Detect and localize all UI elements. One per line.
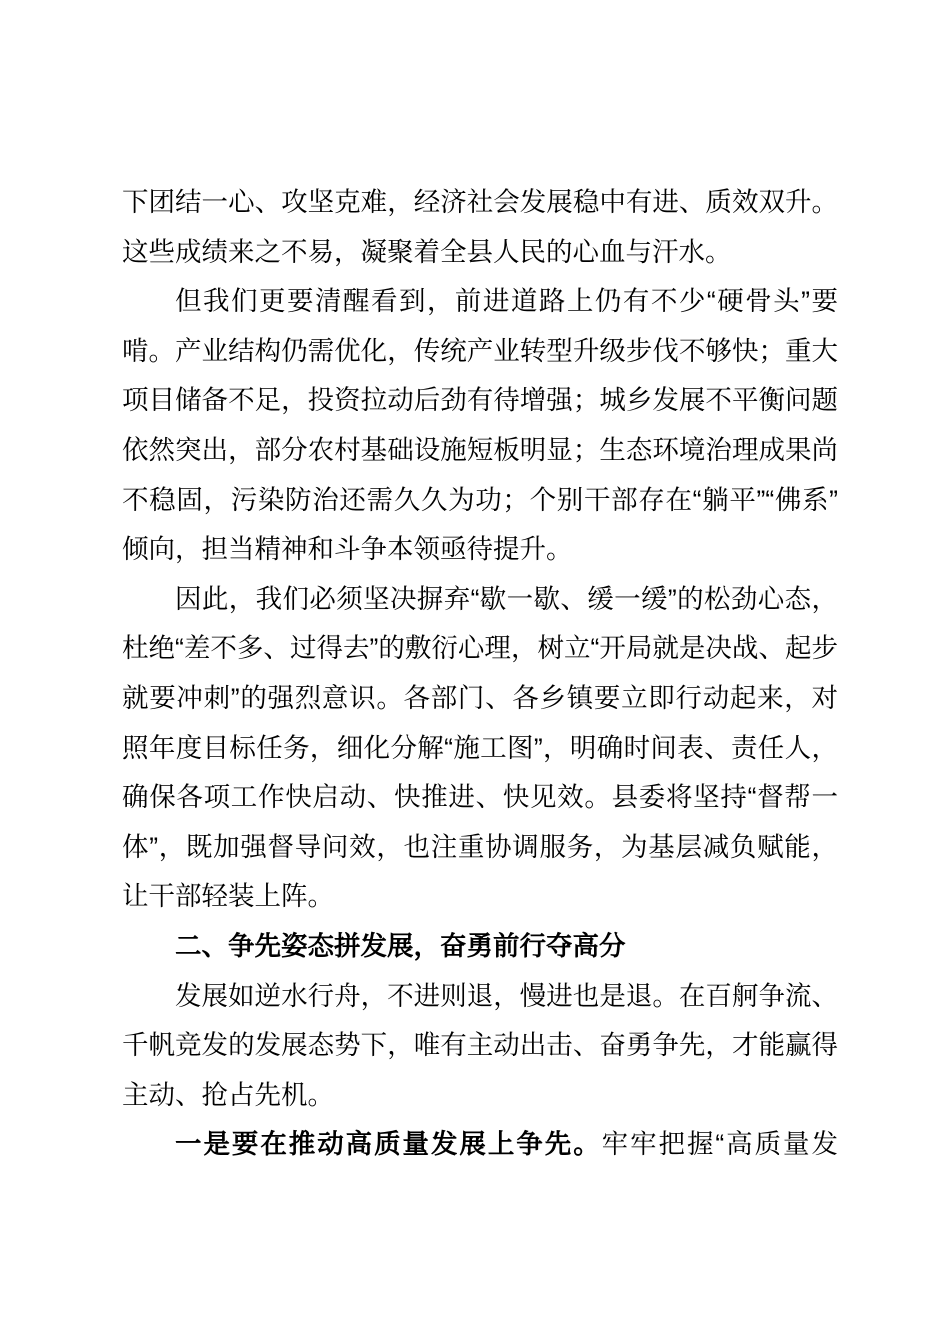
paragraph-work-requirements: 因此，我们必须坚决摒弃“歇一歇、缓一缓”的松劲心态，杜绝“差不多、过得去”的敷衍心理，树立“开局就是决战、起步就要冲刺”的强烈意识。各部门、各乡镇要立即行动起来，对照年度目标任务，细化分解“施工图”，明确时间表、责任人，确保各项工作快启动、快推进、快见效。县委将坚持“督帮一体”，既加强督导问效，也注重协调服务，为基层减负赋能，让干部轻装上阵。 [122,583,838,912]
paragraph-development-momentum: 发展如逆水行舟，不进则退，慢进也是退。在百舸争流、千帆竞发的发展态势下，唯有主动出击、奋勇争先，才能赢得主动、抢占先机。 [122,980,838,1110]
paragraph-first-point-bold-lead: 一是要在推动高质量发展上争先。 [175,1129,602,1160]
paragraph-first-point-rest: 牢牢把握“高质量发 [601,1129,839,1160]
paragraph-achievements-continuation: 下团结一心、攻坚克难，经济社会发展稳中有进、质效双升。这些成绩来之不易，凝聚着全县人民的心血与汗水。 [122,187,838,267]
paragraph-first-point [122,1120,838,1170]
section-heading-two: 二、争先姿态拼发展，奋勇前行夺高分 [175,930,626,961]
paragraph-problems-challenges: 但我们更要清醒看到，前进道路上仍有不少“硬骨头”要啃。产业结构仍需优化，传统产业转型升级步伐不够快；重大项目储备不足，投资拉动后劲有待增强；城乡发展不平衡问题依然突出，部分农村基础设施短板明显；生态环境治理成果尚不稳固，污染防治还需久久为功；个别干部存在“躺平”“佛系”倾向，担当精神和斗争本领亟待提升。 [122,286,838,565]
document-text-body [122,178,838,1170]
